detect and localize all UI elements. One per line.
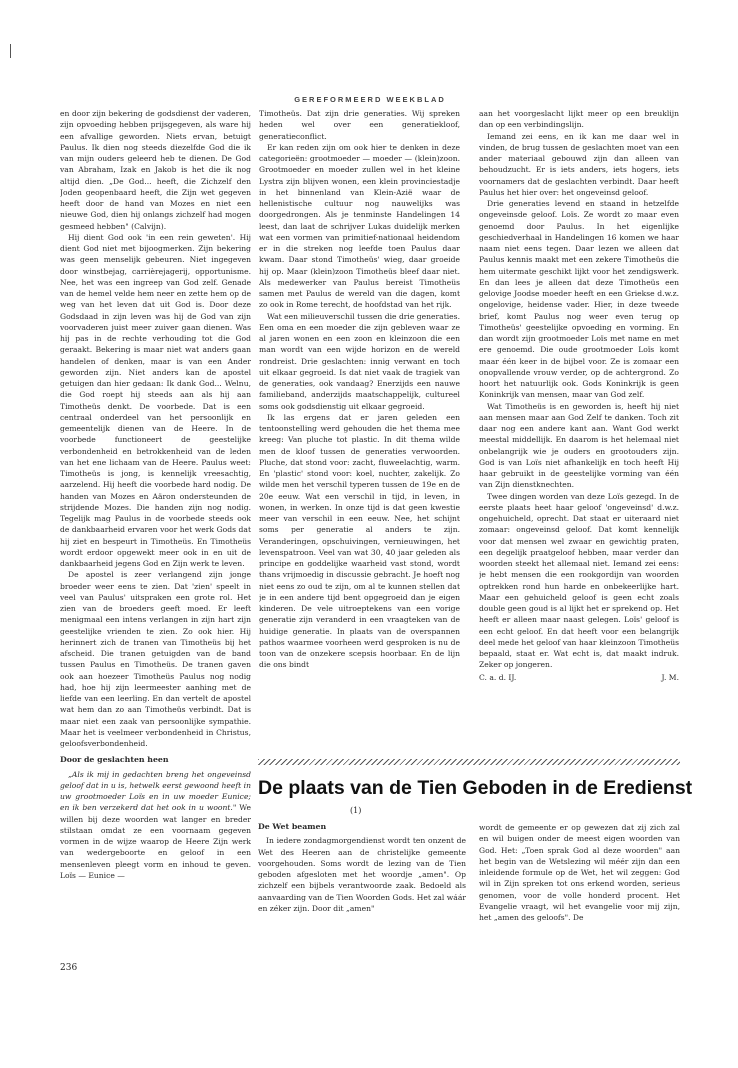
paragraph: Drie generaties levend en staand in hetzelfde ongeveinsde geloof. Loïs. Ze wordt zo maar even genoemd door Paulus. In het eigenlijke geschiedverhaal in Handelingen 16 komen we haar naam niet eens tegen. Daar lezen we alleen dat Paulus kennis maakt met een zekere Timotheüs die hem uitermate geschikt lijkt voor het zendigswerk. En dan lees je alleen dat deze Timotheüs een gelovige Joodse moeder heeft en een Griekse d.w.z. ongelovige, heidense vader. Hier, in deze tweede brief, komt Paulus nog weer even terug op Timotheüs' geestelijke opvoeding en vorming. En dan wordt zijn grootmoeder Loïs met name en met ere genoemd. Die oude grootmoeder Loïs komt maar één keer in de bijbel voor. Ze is zomaar een onopvallende vrouw verder, op de achtergrond. Zo hoort het natuurlijk ook. Gods Koninkrijk is geen Koninkrijk van mensen, maar van God zelf. bbox=[479, 199, 679, 400]
section-heading: Door de geslachten heen bbox=[60, 755, 169, 765]
crop-mark bbox=[10, 44, 11, 58]
signature-initials: C. a. d. IJ. bbox=[479, 672, 517, 682]
paragraph: Wat Timotheüs is en geworden is, heeft hij niet aan mensen maar aan God Zelf te danken. Toch zit daar nog een andere kant aan. Want God werkt meestal middellijk. En daarom is het helemaal niet onbelangrijk wie je ouders en grootouders zijn. God is van Loïs niet afhankelijk en toch heeft Hij haar gebruikt in de geestelijke vorming van één van Zijn dienstknechten. bbox=[479, 401, 679, 490]
paragraph: Hij dient God ook 'in een rein geweten'. Hij dient God niet met bijoogmerken. Zijn bekering was geen menselijk gebeuren. Niet ingegeven door winstbejag, carrièrejagerij, opportunisme. Nee, het was een ingreep van God zelf. Genade van de hemel velde hem neer en zette hem op de weg van het leven dat uit God is. Door deze Godsdaad in zijn leven was hij de God van zijn voorvaderen juist meer zuiver gaan dienen. Was hij pas in de rechte verhouding tot die God geraakt. Bekering is maar niet wat anders gaan handelen of denken, maar is van een Ander geworden zijn. Niet anders kan de apostel getuigen dan hier gedaan: Ik dank God... Welnu, die God roept hij steeds aan als hij aan Timotheüs denkt. De voorbede. Dat is een centraal onderdeel van het persoonlijk en gemeentelijk dienen van de Heere. In de voorbede functioneert de geestelijke verbondenheid en betrokkenheid van de leden van het ene lichaam van de Heere. Paulus weet: Timotheüs is jong, is kennelijk vreesachtig, aarzelend. Hij heeft die voorbede hard nodig. De handen van Mozes en Aäron ondersteunden de strijdende Mozes. Die handen zijn nog nodig. Tegelijk mag Paulus in de voorbede steeds ook de dankbaarheid ervaren voor het werk Gods dat hij ziet en bespeurt in Timotheüs. En Timotheüs wordt erdoor opgewekt meer ook in en uit de dankbaarheid jegens God en Zijn werk te leven. bbox=[60, 232, 251, 568]
paragraph: wordt de gemeente er op gewezen dat zij zich zal en wil buigen onder de meest eigen woorden van God. Het: „Toen sprak God al deze woorden" aan het begin van de Wetslezing wil méér zijn dan een inleidende formule op de Wet, het wil zeggen: God wil in Zijn spreken tot ons erkend worden, serieus genomen, voor de volle honderd procent. Het Evangelie vraagt, wil het evangelie voor mij zijn, het „amen des geloofs". De bbox=[479, 823, 680, 922]
column-1 bbox=[60, 108, 251, 888]
page-number: 236 bbox=[60, 963, 78, 973]
paragraph: en door zijn bekering de godsdienst der vaderen, zijn opvoeding hebben prijsgegeven, als ware hij een afvallige geworden. Niets ervan, betuigt Paulus. Ik dien nog steeds diezelfde God die ik van mijn ouders geleerd heb te dienen. De God van Abraham, Izak en Jakob is het die ik nog altijd dien. „De God... heeft, die Zichzelf den Joden geopenbaard heeft, die Zijn wet gegeven heeft door de hand van Mozes en niet een nieuwe God, dien hij onlangs zichzelf had mogen gesmeed hebben" (Calvijn). bbox=[60, 109, 251, 231]
article-column-2 bbox=[479, 822, 680, 922]
bible-quote: „Als ik mij in gedachten breng het ongeveinsd geloof dat in u is, hetwelk eerst gewoond heeft in uw grootmoeder Loïs en in uw moeder Eunice; en ik ben verzekerd dat het ook in u woont." bbox=[60, 769, 251, 813]
paragraph: In iedere zondagmorgendienst wordt ten onzent de Wet des Heeren aan de christelijke gemeente voorgehouden. Soms wordt de lezing van de Tien geboden afgesloten met het woordje „amen". Op zichzelf een bijbels verantwoorde zaak. Bedoeld als aanvaarding van de Tien Woorden Gods. Het zal wáár en zéker zijn. Door dit „amen" bbox=[258, 836, 466, 913]
paragraph-text: We willen bij deze woorden wat langer en breder stilstaan omdat ze een voornaam gegeven vormen in de wijze waarop de Heere Zijn werk van wedergeboorte en geloof in een mensenleven pleegt vorm en inhoud te geven. Loïs — Eunice — bbox=[60, 803, 251, 880]
paragraph bbox=[60, 769, 251, 882]
paragraph: aan het voorgeslacht lijkt meer op een breuklijn dan op een verbindingslijn. bbox=[479, 109, 679, 130]
paragraph: De apostel is zeer verlangend zijn jonge broeder weer eens te zien. Dat 'zien' speelt in veel van Paulus' uitspraken een grote rol. Het zien van de broeders geeft moed. Er leeft menigmaal een intens verlangen in zijn hart zijn geestelijke vrienden te zien. Zo ook hier. Hij herinnert zich de tranen van Timotheüs bij het afscheid. Die tranen getuigden van de band tussen Paulus en Timotheüs. De tranen gaven ook aan hoezeer Timotheüs Paulus nog nodig had, hoe hij zijn leermeester aanhing met de liefde van een leerling. En dan vertelt de apostel wat hem dan zo aan Timotheüs verbindt. Dat is maar niet een zaak van persoonlijke sympathie. Maar het is veelmeer verbondenheid in Christus, geloofsverbondenheid. bbox=[60, 570, 251, 748]
article-part-number: (1) bbox=[350, 806, 362, 815]
paragraph: Iemand zei eens, en ik kan me daar wel in vinden, de brug tussen de geslachten moet van een ander materiaal gebouwd zijn dan alleen van behoudzucht. Er is iets anders, iets hogers, iets voornamers dat de geslachten verbindt. Daar heeft Paulus het hier over: het ongeveinsd geloof. bbox=[479, 131, 679, 197]
article-subheading: De Wet beamen bbox=[258, 822, 327, 831]
decorative-divider bbox=[258, 759, 680, 765]
article-title: De plaats van de Tien Geboden in de Eredienst bbox=[258, 777, 693, 799]
author-initials: J. M. bbox=[661, 672, 679, 682]
article-column-1 bbox=[258, 821, 466, 921]
running-header: GEREFORMEERD WEEKBLAD bbox=[294, 95, 446, 104]
paragraph: Ik las ergens dat er jaren geleden een tentoonstelling werd gehouden die het thema mee kreeg: Van pluche tot plastic. In dit thema wilde men de kloof tussen de generaties verwoorden. Pluche, dat stond voor: zacht, fluweelachtig, warm. En 'plastic' stond voor: koel, nuchter, zakelijk. Zo wilde men het verschil typeren tussen de 19e en de 20e eeuw. Wat een verschil in tijd, in leven, in wonen, in werken. In onze tijd is dat geen kwestie meer van verschil in een eeuw. Nee, het schijnt soms per generatie al anders te zijn. Veranderingen, opschuivingen, vernieuwingen, het levenspatroon. Veel van wat 30, 40 jaar geleden als principe en goddelijke waarheid vast stond, wordt thans vrijmoedig in discussie gebracht. Je hoeft nog niet eens zo oud te zijn, om al te kunnen stellen dat je in een andere tijd bent opgegroeid dan je eigen kinderen. De vele uitroeptekens van een vorige generatie zijn veranderd in een vraagteken van de huidige generatie. In plaats van de overspannen pathos waarmee voorheen werd gesproken is nu de toon van de onzekere scepsis hoorbaar. En de lijn die ons bindt bbox=[259, 412, 460, 670]
signature-line bbox=[479, 672, 679, 683]
paragraph: Twee dingen worden van deze Loïs gezegd. In de eerste plaats heet haar geloof 'ongeveinsd' d.w.z. ongehuicheld, oprecht. Dat staat er uiteraard niet zomaar: ongeveinsd geloof. Dat komt kennelijk voor dat mensen wel zwaar en gewichtig praten, een degelijk praatgeloof hebben, maar verder dan woorden steekt het allemaal niet. Iemand zei eens: je hebt mensen die een rookgordijn van woorden optrekken rond hun harde en onbekeerlijke hart. Maar een gehuicheld geloof is geen echt zoals double geen goud is al lijkt het er sprekend op. Het heeft er alleen maar naast gelegen. Loïs' geloof is een echt geloof. En dat heeft voor een belangrijk deel mede het geloof van haar kleinzoon Timotheüs bepaald, staat er. Wat echt is, dat maakt indruk. Zeker op jongeren. bbox=[479, 491, 679, 670]
paragraph: Er kan reden zijn om ook hier te denken in deze categorieën: grootmoeder — moeder — (klein)zoon. Grootmoeder en moeder zullen wel in het kleine Lystra zijn blijven wonen, een klein provinciestadje in het binnenland van Klein-Azië waar de hellenistische cultuur nog nauwelijks was doorgedrongen. Als je tenminste Handelingen 14 leest, dan laat de schrijver Lukas duidelijk merken wat een vormen van primitief-nationaal heidendom er in die streken nog leefde toen Paulus daar kwam. Daar stond Timotheüs' wieg, daar groeide hij op. Maar (klein)zoon Timotheüs bleef daar niet. Als medewerker van Paulus bereist Timotheüs samen met Paulus de wereld van die dagen, komt zo ook in Rome terecht, de hoofdstad van het rijk. bbox=[259, 142, 460, 310]
paragraph: Wat een milieuverschil tussen die drie generaties. Een oma en een moeder die zijn gebleven waar ze al jaren wonen en een zoon en kleinzoon die een man wordt van een wijde horizon en de wereld rondreist. Drie geslachten: innig verwant en toch uit elkaar gegroeid. Is dat niet vaak de tragiek van de generaties, ook vandaag? Enerzijds een nauwe familieband, anderzijds maatschappelijk, cultureel soms ook godsdienstig uit elkaar gegroeid. bbox=[259, 311, 460, 411]
paragraph: Timotheüs. Dat zijn drie generaties. Wij spreken heden wel over een generatiekloof, generatieconflict. bbox=[259, 109, 460, 141]
column-3 bbox=[479, 108, 679, 748]
column-2 bbox=[259, 108, 460, 748]
